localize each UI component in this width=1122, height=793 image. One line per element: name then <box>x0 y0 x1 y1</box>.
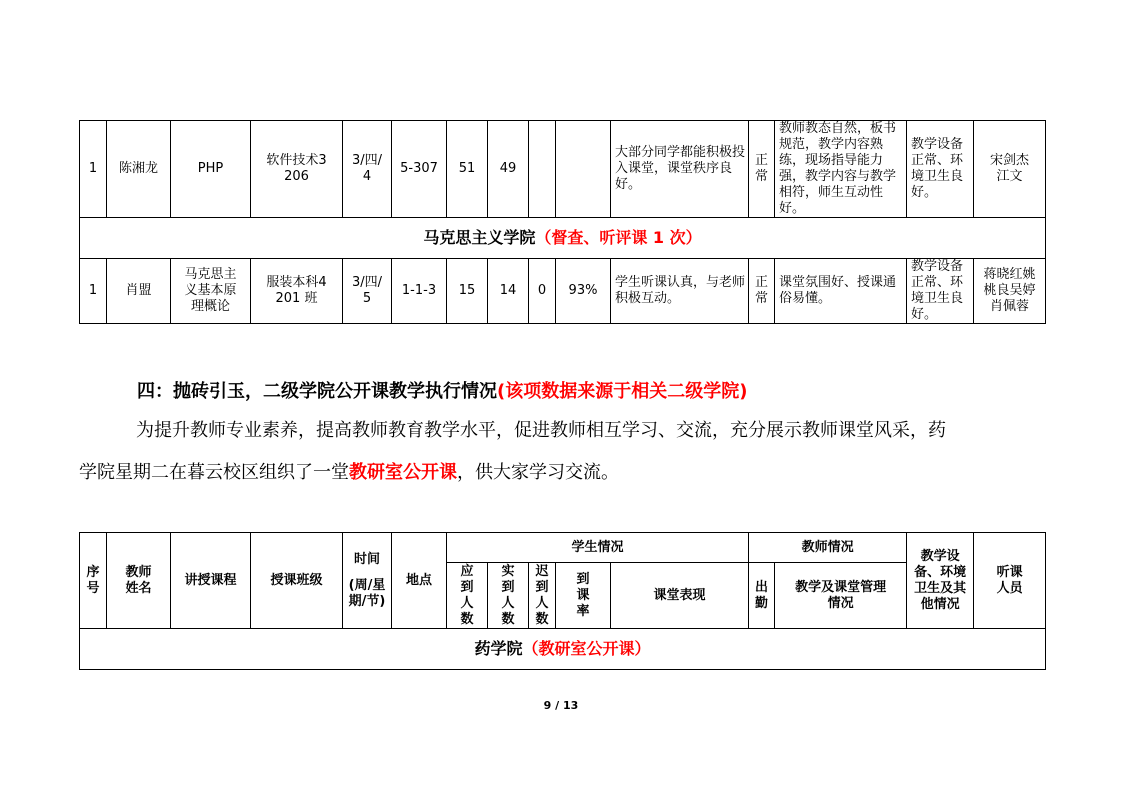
cell-performance: 学生听课认真，与老师积极互动。 <box>611 259 749 324</box>
section-title <box>80 629 1046 670</box>
header-attendance: 出勤 <box>749 563 775 629</box>
cell-teacher: 陈湘龙 <box>107 121 171 218</box>
cell-auditors: 蒋晓红姚桃良吴婷肖佩蓉 <box>974 259 1046 324</box>
table-row <box>80 259 1046 324</box>
header-time-label: 时间 <box>353 551 380 567</box>
section-note: （督查、听评课 1 次） <box>535 228 702 247</box>
cell-management: 教师教态自然，板书规范，教学内容熟练，现场指导能力强，教学内容与教学相符，师生互动性好。 <box>775 121 907 218</box>
cell-attendance: 正常 <box>749 259 775 324</box>
paragraph-line-2 <box>79 452 1024 494</box>
cell-attendance: 正常 <box>749 121 775 218</box>
paragraph <box>79 410 1024 494</box>
cell-no: 1 <box>80 259 107 324</box>
section-note: （教研室公开课） <box>522 639 651 658</box>
cell-auditors: 宋剑杰江文 <box>974 121 1046 218</box>
section-name: 药学院 <box>474 639 523 658</box>
paragraph-text: 学院星期二在暮云校区组织了一堂 <box>79 462 349 483</box>
cell-performance: 大部分同学都能积极投入课堂，课堂秩序良好。 <box>611 121 749 218</box>
cell-actual: 49 <box>488 121 529 218</box>
cell-time: 3/四/5 <box>343 259 392 324</box>
cell-place: 5-307 <box>392 121 447 218</box>
section-heading <box>137 377 747 403</box>
cell-late: 0 <box>529 259 556 324</box>
header-time <box>343 533 392 629</box>
table-row <box>80 121 1046 218</box>
header-course: 讲授课程 <box>171 533 251 629</box>
header-place: 地点 <box>392 533 447 629</box>
cell-expected: 15 <box>447 259 488 324</box>
table-open-class <box>79 532 1046 670</box>
cell-course: PHP <box>171 121 251 218</box>
header-row <box>80 533 1046 563</box>
cell-management: 课堂氛围好、授课通俗易懂。 <box>775 259 907 324</box>
paragraph-text-end: ，供大家学习交流。 <box>457 462 619 483</box>
header-class: 授课班级 <box>251 533 343 629</box>
cell-equipment: 教学设备正常、环境卫生良好。 <box>907 121 974 218</box>
header-equipment: 教学设备、环境卫生及其他情况 <box>907 533 974 629</box>
cell-class: 软件技术3206 <box>251 121 343 218</box>
header-teachers: 教师情况 <box>749 533 907 563</box>
section-row <box>80 218 1046 259</box>
paragraph-line-1: 为提升教师专业素养，提高教师教育教学水平，促进教师相互学习、交流，充分展示教师课堂风采，药 <box>136 420 946 441</box>
cell-teacher: 肖盟 <box>107 259 171 324</box>
cell-equipment: 教学设备正常、环境卫生良好。 <box>907 259 974 324</box>
header-late: 迟到人数 <box>529 563 556 629</box>
cell-class: 服装本科4201 班 <box>251 259 343 324</box>
cell-course: 马克思主义基本原理概论 <box>171 259 251 324</box>
cell-rate: 93% <box>556 259 611 324</box>
header-teacher: 教师姓名 <box>107 533 171 629</box>
section-name: 马克思主义学院 <box>423 228 536 247</box>
header-students: 学生情况 <box>447 533 749 563</box>
header-no: 序号 <box>80 533 107 629</box>
cell-actual: 14 <box>488 259 529 324</box>
cell-place: 1-1-3 <box>392 259 447 324</box>
table-inspection <box>79 120 1046 324</box>
page-number: 9 / 13 <box>543 699 579 712</box>
cell-late <box>529 121 556 218</box>
header-performance: 课堂表现 <box>611 563 749 629</box>
cell-rate <box>556 121 611 218</box>
header-expected: 应到人数 <box>447 563 488 629</box>
cell-time: 3/四/4 <box>343 121 392 218</box>
header-time-sub: (周/星期/节) <box>348 577 386 609</box>
section-title <box>80 218 1046 259</box>
header-management: 教学及课堂管理情况 <box>775 563 907 629</box>
cell-expected: 51 <box>447 121 488 218</box>
header-rate: 到课率 <box>556 563 611 629</box>
paragraph-highlight: 教研室公开课 <box>349 462 457 483</box>
section-row <box>80 629 1046 670</box>
header-auditors: 听课人员 <box>974 533 1046 629</box>
cell-no: 1 <box>80 121 107 218</box>
heading-note: (该项数据来源于相关二级学院) <box>497 381 748 402</box>
header-actual: 实到人数 <box>488 563 529 629</box>
heading-text: 四：抛砖引玉，二级学院公开课教学执行情况 <box>137 381 497 402</box>
